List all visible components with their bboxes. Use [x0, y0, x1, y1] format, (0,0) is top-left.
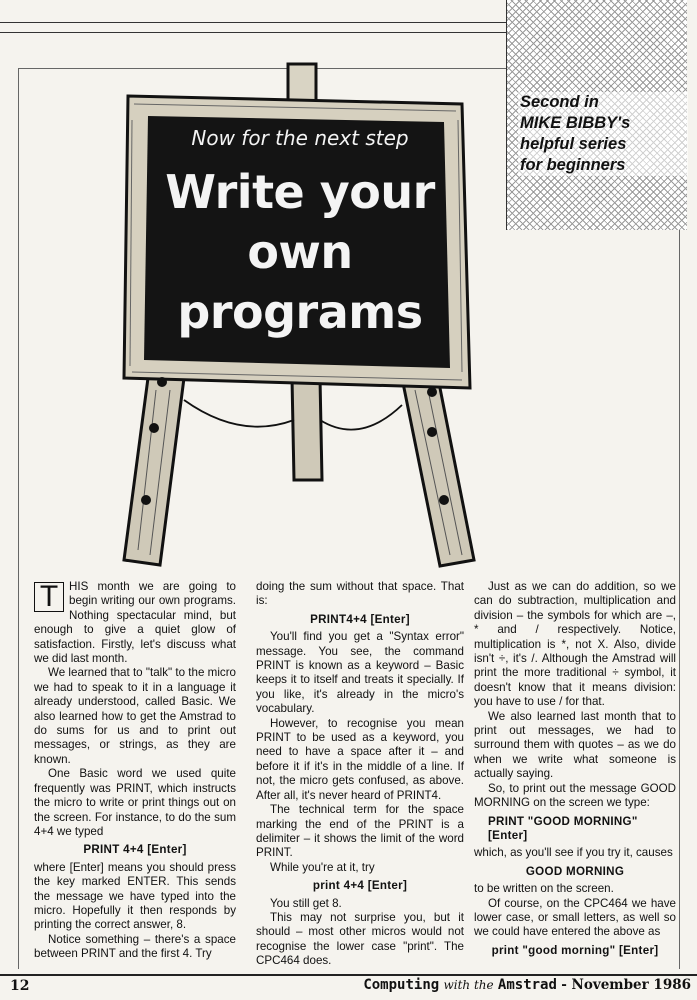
- magazine-footer: [363, 977, 691, 993]
- code-example: PRINT4+4 [Enter]: [310, 612, 410, 626]
- article-paragraph: doing the sum without that space. That is:: [256, 580, 464, 608]
- easel-bolt: [427, 427, 437, 437]
- blackboard-title-line-3: programs: [177, 285, 423, 339]
- article-paragraph: So, to print out the message GOOD MORNING on the screen we type:: [474, 781, 676, 810]
- series-banner-text: [518, 92, 688, 176]
- article-paragraph: to be written on the screen.: [474, 882, 614, 896]
- banner-line-1: Second in: [518, 92, 688, 113]
- article-paragraph: Notice something – there's a space between PRINT and the first 4. Try: [34, 932, 236, 961]
- article-paragraph: Of course, on the CPC464 we have lower case, or small letters, as well so we could have entered the above as: [474, 896, 676, 939]
- article-paragraph: While you're at it, try: [270, 860, 375, 874]
- article-paragraph: where [Enter] means you should press the key marked ENTER. This sends the message we have typed into the micro. Hopefully it then responds by printing the correct answer, 8.: [34, 860, 236, 932]
- article-paragraph: However, to recognise you mean PRINT to be used as a keyword, you need to have a space after it – and before it if it's in the middle of a line. If not, the micro gets confused, as above. After all, it's never heard of PRINT4.: [256, 716, 464, 802]
- code-example: PRINT "GOOD MORNING" [Enter]: [488, 814, 638, 842]
- blackboard-text: [150, 110, 450, 370]
- banner-line-4: for beginners: [518, 155, 688, 176]
- code-output: GOOD MORNING: [525, 864, 625, 878]
- magazine-name-part-1: Computing: [363, 977, 440, 993]
- article-column-3: [474, 580, 676, 961]
- easel-middle-leg: [292, 378, 322, 480]
- article-column-1: [34, 580, 236, 962]
- blackboard-title: [150, 162, 450, 342]
- blackboard-title-line-1: Write your: [165, 165, 435, 219]
- drop-cap: T: [34, 582, 64, 612]
- header-rule-top: [0, 22, 520, 23]
- header-rule-bottom: [0, 32, 520, 33]
- article-paragraph: We learned that to "talk" to the micro we had to speak to it in a language it already understood, called Basic. We also learned how to get the Amstrad to do sums for us and to print out messages, or strings, as they are known.: [34, 666, 236, 766]
- article-paragraph: One Basic word we used quite frequently was PRINT, which instructs the micro to write or print things out on the screen. For instance, to do the sum 4+4 we typed: [34, 767, 236, 838]
- article-paragraph: You still get 8.: [270, 896, 342, 910]
- magazine-name-part-2: with the: [443, 978, 494, 992]
- article-column-2: [256, 580, 464, 969]
- article-paragraph: The technical term for the space marking the end of the PRINT is a delimiter – it shows the limit of the word PRINT.: [256, 803, 464, 860]
- article-paragraph: This may not surprise you, but it should – most other micros would not recognise the lower case "print". The CPC464 does.: [256, 910, 464, 968]
- footer-rule: [0, 974, 697, 976]
- code-example: print "good morning" [Enter]: [491, 943, 659, 957]
- frame-screw: [157, 377, 167, 387]
- article-paragraph: You'll find you get a "Syntax error" message. You see, the command PRINT is known as a keyword – Basic keeps it to itself and treats it specially. If you like, it's already in the micro's vocabulary.: [256, 630, 464, 716]
- easel-bolt: [149, 423, 159, 433]
- article-paragraph: which, as you'll see if you try it, causes: [474, 846, 673, 860]
- banner-line-3: helpful series: [518, 134, 688, 155]
- easel-bolt: [439, 495, 449, 505]
- article-paragraph: We also learned last month that to print out messages, we had to surround them with quotes – as we do when we write what someone is actually saying.: [474, 709, 676, 781]
- blackboard-title-line-2: own: [247, 225, 353, 279]
- code-example: PRINT 4+4 [Enter]: [83, 843, 187, 857]
- banner-line-2: MIKE BIBBY's: [518, 113, 688, 134]
- easel-right-leg: [402, 378, 474, 566]
- page-number: 12: [10, 978, 30, 994]
- code-example: print 4+4 [Enter]: [312, 879, 408, 893]
- article-paragraph: Just as we can do addition, so we can do subtraction, multiplication and division – the symbols for which are –, * and / respectively. Notice, multiplication is *, not X. Also, divide isn't ÷, it's /. Although the Amstrad will print the more traditional ÷ symbol, it doesn't know that it means division: you have to use / for that.: [474, 580, 676, 709]
- easel-top-post: [288, 64, 316, 104]
- blackboard-subtitle: Now for the next step: [191, 126, 409, 150]
- frame-screw: [427, 387, 437, 397]
- magazine-name-part-3: Amstrad: [497, 977, 557, 993]
- issue-date: - November 1986: [561, 977, 691, 993]
- article-paragraph: T HIS month we are going to begin writing our own programs. Nothing spectacular mind, but enough to give a quiet glow of satisfaction. Firstly, let's discuss what we did last month.: [34, 580, 236, 666]
- easel-bolt: [141, 495, 151, 505]
